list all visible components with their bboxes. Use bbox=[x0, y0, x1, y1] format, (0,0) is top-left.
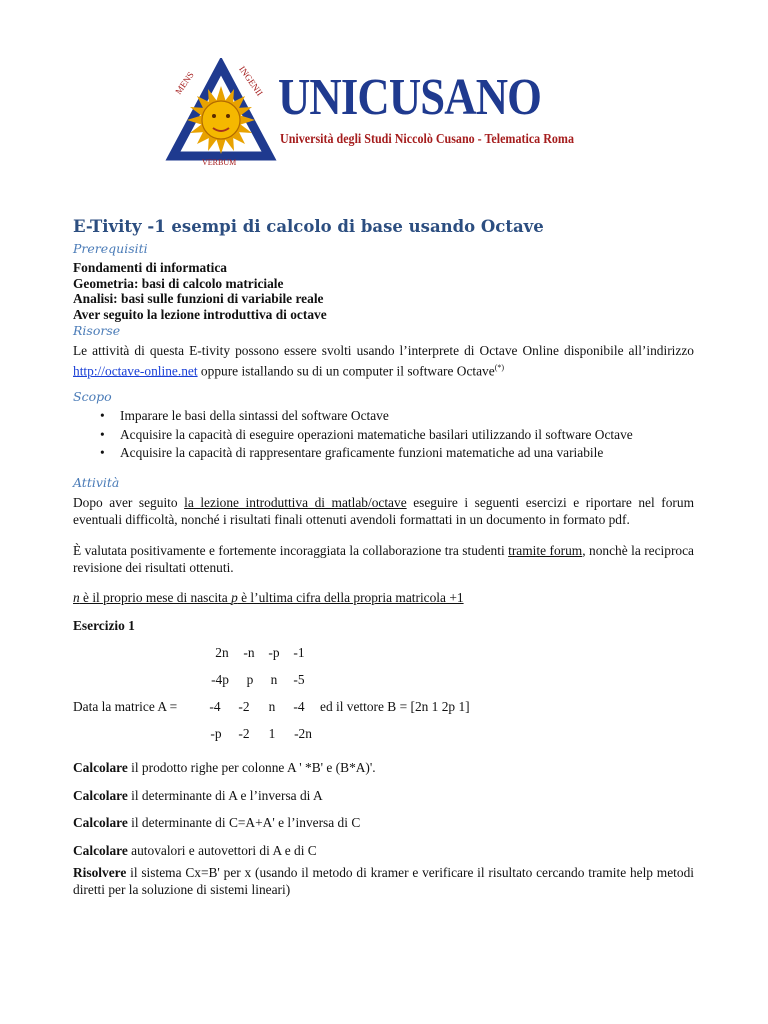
collaboration-paragraph: È valutata positivamente e fortemente incoraggiata la collaborazione tra studenti tramite forum, nonchè la reciproca revisione dei risultati ottenuti. bbox=[73, 543, 694, 575]
page-title: E-Tivity -1 esempi di calcolo di base usando Octave bbox=[73, 217, 544, 236]
matrix-cell: -4 bbox=[293, 699, 305, 714]
matrix-cell: -2n bbox=[294, 726, 312, 741]
matrix-cell: -5 bbox=[293, 672, 305, 687]
prerequisite-item: Geometria: basi di calcolo matriciale bbox=[73, 275, 284, 291]
list-item: • Acquisire la capacità di eseguire operazioni matematiche basilari utilizzando il software Octave bbox=[73, 427, 633, 446]
esercizio-heading: Esercizio 1 bbox=[73, 618, 135, 633]
wordmark: UNICUSANO bbox=[278, 69, 542, 126]
scopo-heading: Scopo bbox=[73, 389, 112, 404]
list-item: • Acquisire la capacità di rappresentare graficamente funzioni matematiche ad una variabile bbox=[73, 445, 633, 464]
scopo-list bbox=[73, 408, 633, 464]
prerequisiti-list bbox=[73, 260, 327, 322]
footnote-marker: (*) bbox=[494, 363, 505, 372]
octave-online-link[interactable]: http://octave-online.net bbox=[73, 363, 198, 379]
attivita-heading: Attività bbox=[73, 475, 120, 490]
matrix-cell: -p bbox=[210, 726, 222, 741]
matrix-cell: n bbox=[270, 672, 278, 687]
matrix-cell: -p bbox=[268, 645, 280, 660]
attivita-paragraph: Dopo aver seguito la lezione introduttiva di matlab/octave eseguire i seguenti esercizi e riportare nel forum eventuali difficoltà, nonché i risultati finali ottenuti avendoli formattati in un documento in formato pdf. bbox=[73, 495, 694, 527]
task-list bbox=[73, 754, 376, 864]
risorse-paragraph: Le attività di questa E-tivity possono essere svolti usando l’interprete di Octave Online disponibile all’indirizzo http://octave-online.net oppure istallando su di un computer il software Octave(*) bbox=[73, 343, 694, 379]
solve-task: Risolvere il sistema Cx=B' per x (usando il metodo di kramer e verificare il risultato cercando tramite help metodi diretti per la soluzione di sistemi lineari) bbox=[73, 865, 694, 897]
task-item: Calcolare il determinante di C=A+A' e l’inversa di C bbox=[73, 815, 361, 830]
forum-link[interactable]: tramite forum bbox=[508, 543, 583, 558]
seal-motto-left: MENS bbox=[173, 69, 196, 97]
prerequisiti-heading: Prerequisiti bbox=[73, 241, 148, 256]
vector-b: ed il vettore B = [2n 1 2p 1] bbox=[320, 699, 470, 714]
matrix-cell: 1 bbox=[268, 726, 276, 741]
matrix-cell: n bbox=[268, 699, 276, 714]
prerequisite-item: Analisi: basi sulle funzioni di variabile reale bbox=[73, 291, 324, 306]
sun-seal-icon bbox=[165, 58, 277, 170]
matrix-cell: -n bbox=[243, 645, 255, 660]
seal-motto-bottom: VERBUM bbox=[202, 158, 237, 167]
university-logo bbox=[160, 58, 600, 170]
wordmark-subtitle: Università degli Studi Niccolò Cusano - Telematica Roma bbox=[280, 132, 574, 147]
matrix-cell: -2 bbox=[238, 699, 250, 714]
matrix-cell: -4 bbox=[209, 699, 221, 714]
task-item: Calcolare autovalori e autovettori di A e di C bbox=[73, 842, 317, 858]
list-item: • Imparare le basi della sintassi del software Octave bbox=[73, 408, 633, 427]
matrix-cell: p bbox=[246, 672, 254, 687]
task-item: Calcolare il prodotto righe per colonne A ' *B' e (B*A)'. bbox=[73, 760, 376, 775]
matrix-cell: -4p bbox=[211, 672, 229, 687]
matrix-cell: -2 bbox=[238, 726, 250, 741]
lesson-link[interactable]: la lezione introduttiva di matlab/octave bbox=[184, 495, 407, 510]
risorse-heading: Risorse bbox=[73, 323, 121, 338]
matrix-cell: -1 bbox=[293, 645, 305, 660]
prerequisite-item: Aver seguito la lezione introduttiva di octave bbox=[73, 306, 327, 322]
variables-note: n è il proprio mese di nascita p è l’ultima cifra della propria matricola +1 bbox=[73, 590, 464, 605]
matrix-label: Data la matrice A = bbox=[73, 699, 178, 714]
matrix-cell: 2n bbox=[215, 645, 229, 660]
task-item: Calcolare il determinante di A e l’inversa di A bbox=[73, 787, 323, 803]
prerequisite-item: Fondamenti di informatica bbox=[73, 260, 227, 275]
seal-motto-right: INGENII bbox=[237, 64, 265, 98]
